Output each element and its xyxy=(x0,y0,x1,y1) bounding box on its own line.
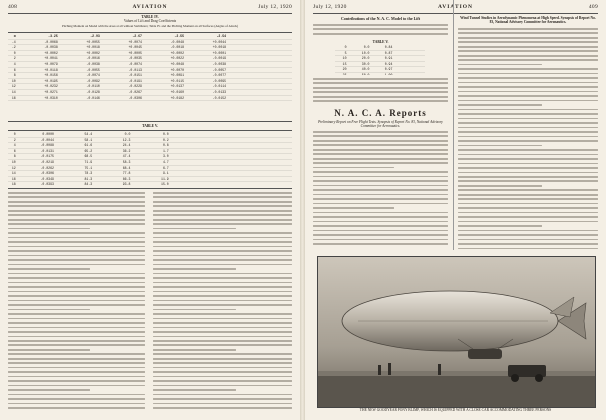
table-row: 6 -0.0131 65.2 36.2 1.7 xyxy=(8,149,292,155)
right-body-column-1b xyxy=(313,78,448,105)
body-text-line xyxy=(313,194,448,196)
body-text-line xyxy=(313,149,448,151)
body-text-line xyxy=(153,309,236,311)
body-text-line xyxy=(458,136,598,138)
table-row: 2 -0.0044 58.1 12.3 0.2 xyxy=(8,138,292,144)
body-text-line xyxy=(8,291,145,293)
table-row: 10 +0.0195 -0.0092 -0.0191 +0.0115 -0.0095 xyxy=(8,79,292,85)
body-text-line xyxy=(458,198,598,200)
right-body-column-2 xyxy=(458,28,598,252)
body-text-line xyxy=(313,135,448,137)
body-text-line xyxy=(458,248,598,250)
body-text-line xyxy=(153,398,292,400)
body-text-line xyxy=(8,313,145,315)
body-text-line xyxy=(458,140,598,142)
body-text-line xyxy=(153,344,292,346)
table-row: 2 +0.0041 -0.0016 -0.0035 +0.0022 -0.0019 xyxy=(8,56,292,62)
body-text-line xyxy=(8,255,145,257)
body-text-line xyxy=(153,201,292,203)
header-rule xyxy=(8,13,292,14)
table-row: 0 0.0000 54.4 0.0 0.0 xyxy=(8,132,292,138)
body-text-line xyxy=(313,221,448,223)
right-column-heading: Wind Tunnel Studies in Aerodynamic Phenomena at High Speed. Synopsis of Report No. 83, National Advisory Committee for Aeronautics. xyxy=(460,16,596,25)
body-text-line xyxy=(458,73,598,75)
body-text-line xyxy=(153,336,292,338)
body-text-line xyxy=(8,219,145,221)
table-row: 4 -0.0088 61.6 24.4 0.8 xyxy=(8,143,292,149)
body-text-line xyxy=(8,327,145,329)
body-text-line xyxy=(458,82,598,84)
body-text-line xyxy=(313,216,448,218)
body-text-line xyxy=(313,33,448,35)
body-text-line xyxy=(8,385,145,387)
body-text-line xyxy=(458,113,598,115)
body-text-line xyxy=(153,214,292,216)
table-row: 8 +0.0156 -0.0074 -0.0151 +0.0091 -0.0077 xyxy=(8,73,292,79)
right-page-header xyxy=(313,4,598,12)
article-heading: Contributions of the N. A. C. Model to the Lift xyxy=(340,16,421,21)
body-text-line xyxy=(153,376,292,378)
body-text-line xyxy=(313,96,448,98)
body-text-line xyxy=(458,118,598,120)
body-text-line xyxy=(153,331,292,333)
body-text-line xyxy=(458,64,542,66)
body-text-line xyxy=(8,318,145,320)
body-text-line xyxy=(153,300,292,302)
table-row: 18 -0.0393 84.3 93.8 15.0 xyxy=(8,182,292,186)
body-text-line xyxy=(458,221,598,223)
table-row: 16 +0.0310 -0.0146 -0.0306 +0.0182 -0.0152 xyxy=(8,96,292,102)
body-text-line xyxy=(153,295,292,297)
table-row: 14 +0.0271 -0.0128 -0.0267 +0.0160 -0.0133 xyxy=(8,90,292,96)
body-text-line xyxy=(458,77,598,79)
body-text-line xyxy=(8,300,145,302)
body-text-line xyxy=(8,237,145,239)
body-text-line xyxy=(313,87,448,89)
left-body-column-2 xyxy=(153,192,292,412)
body-text-line xyxy=(313,131,448,133)
body-text-line xyxy=(458,176,598,178)
page-number: 408 xyxy=(8,4,18,10)
body-text-line xyxy=(8,259,145,261)
body-text-line xyxy=(8,349,90,351)
table2-bottom-rule xyxy=(8,188,292,189)
body-text-line xyxy=(313,144,448,146)
body-text-line xyxy=(153,250,292,252)
body-text-line xyxy=(8,250,145,252)
body-text-line xyxy=(313,167,394,169)
body-text-line xyxy=(153,277,292,279)
body-text-line xyxy=(458,95,598,97)
body-text-line xyxy=(313,234,448,236)
body-text-line xyxy=(153,255,292,257)
body-text-line xyxy=(153,237,292,239)
body-text-line xyxy=(153,268,236,270)
body-text-line xyxy=(153,340,292,342)
body-text-line xyxy=(153,241,292,243)
body-text-line xyxy=(153,219,292,221)
body-text-line xyxy=(458,104,542,106)
table-bottom-rule xyxy=(8,121,292,122)
table-row: 25 50.0 1.00 xyxy=(335,73,425,75)
table-row: 16 -0.0349 81.3 86.3 11.9 xyxy=(8,177,292,183)
body-text-line xyxy=(313,225,448,227)
body-text-line xyxy=(153,228,236,230)
body-text-line xyxy=(8,367,145,369)
right-page xyxy=(305,0,606,420)
body-text-line xyxy=(153,304,292,306)
table2-heading: TABLE V. xyxy=(142,124,158,128)
body-text-line xyxy=(8,322,145,324)
body-text-line xyxy=(8,295,145,297)
body-text-line xyxy=(153,371,292,373)
body-text-line xyxy=(153,389,236,391)
body-text-line xyxy=(8,389,90,391)
table-row: 10 -0.0219 71.9 58.3 4.7 xyxy=(8,160,292,166)
body-text-line xyxy=(8,376,145,378)
table-heading: TABLE IV. xyxy=(141,15,159,19)
body-text-line xyxy=(313,230,448,232)
body-text-line xyxy=(313,140,448,142)
body-text-line xyxy=(153,407,292,409)
table-row: 14 -0.0306 78.3 77.8 9.1 xyxy=(8,171,292,177)
table-row: 12 +0.0232 -0.0110 -0.0229 +0.0137 -0.0114 xyxy=(8,84,292,90)
body-text-line xyxy=(313,28,448,30)
body-text-line xyxy=(153,291,292,293)
column-rule xyxy=(453,0,454,250)
body-text-line xyxy=(153,327,292,329)
body-text-line xyxy=(458,109,598,111)
body-text-line xyxy=(458,230,598,232)
body-text-line xyxy=(313,198,448,200)
body-text-line xyxy=(8,407,145,409)
body-text-line xyxy=(458,131,598,133)
body-text-line xyxy=(313,171,448,173)
body-text-line xyxy=(8,331,145,333)
page-number: 409 xyxy=(588,4,598,10)
body-text-line xyxy=(313,243,448,245)
body-text-line xyxy=(458,158,598,160)
left-page xyxy=(0,0,300,420)
body-text-line xyxy=(153,322,292,324)
body-text-line xyxy=(313,180,448,182)
body-text-line xyxy=(8,309,90,311)
body-text-line xyxy=(8,286,145,288)
table-row: 5 10.0 0.87 xyxy=(335,51,425,57)
body-text-line xyxy=(153,196,292,198)
body-text-line xyxy=(8,201,145,203)
body-text-line xyxy=(313,176,448,178)
body-text-line xyxy=(313,203,448,205)
body-text-line xyxy=(8,205,145,207)
body-text-line xyxy=(8,246,145,248)
body-text-line xyxy=(153,232,292,234)
body-text-line xyxy=(313,91,448,93)
body-text-line xyxy=(458,185,542,187)
body-text-line xyxy=(458,122,598,124)
body-text-line xyxy=(458,163,598,165)
body-text-line xyxy=(313,212,448,214)
body-text-line xyxy=(313,24,448,26)
body-text-line xyxy=(313,207,394,209)
body-text-line xyxy=(458,91,598,93)
body-text-line xyxy=(458,207,598,209)
table-row: -4 -0.0068 +0.0055 +0.0074 -0.0048 +0.0044 xyxy=(8,40,292,46)
body-text-line xyxy=(153,313,292,315)
body-text-line xyxy=(458,216,598,218)
body-text-line xyxy=(153,192,292,194)
body-text-line xyxy=(8,403,145,405)
mini-table-heading: TABLE V. xyxy=(372,40,389,44)
body-text-line xyxy=(458,239,598,241)
performance-table xyxy=(8,132,292,186)
body-text-line xyxy=(458,59,598,61)
table-subheading: Values of Lift and Drag Coefficients xyxy=(123,19,177,23)
body-text-line xyxy=(458,180,598,182)
table-row: 4 +0.0079 -0.0038 -0.0074 +0.0048 -0.0038 xyxy=(8,62,292,68)
body-text-line xyxy=(458,189,598,191)
body-text-line xyxy=(458,154,598,156)
body-text-line xyxy=(153,205,292,207)
body-text-line xyxy=(458,243,598,245)
body-text-line xyxy=(8,277,145,279)
body-text-line xyxy=(8,223,145,225)
body-text-line xyxy=(8,210,145,212)
body-text-line xyxy=(8,228,90,230)
body-text-line xyxy=(153,286,292,288)
right-body-column-1c xyxy=(313,131,448,248)
body-text-line xyxy=(153,210,292,212)
table-row: 10 20.0 0.91 xyxy=(335,56,425,62)
header-rule xyxy=(313,13,598,14)
body-text-line xyxy=(153,349,236,351)
body-text-line xyxy=(313,239,448,241)
body-text-line xyxy=(153,318,292,320)
table-caption: Pitching Moment on Model with the Axes at all without Stabilizers; Table IV. and the Pitching Moment on all Surfaces (Angles of Attack) xyxy=(61,24,239,28)
table-row: 12 -0.0262 75.1 68.4 6.7 xyxy=(8,166,292,172)
body-text-line xyxy=(8,340,145,342)
body-text-line xyxy=(8,241,145,243)
body-text-line xyxy=(458,172,598,174)
body-text-line xyxy=(8,192,145,194)
blimp-photograph xyxy=(317,256,596,408)
body-text-line xyxy=(8,398,145,400)
body-text-line xyxy=(458,167,598,169)
body-text-line xyxy=(458,37,598,39)
body-text-line xyxy=(8,282,145,284)
body-text-line xyxy=(8,268,90,270)
left-page-header xyxy=(8,4,292,12)
body-text-line xyxy=(458,41,598,43)
table-row: 8 -0.0175 68.5 47.4 3.0 xyxy=(8,154,292,160)
body-text-line xyxy=(8,358,145,360)
body-text-line xyxy=(8,336,145,338)
body-text-line xyxy=(458,145,542,147)
body-text-line xyxy=(153,273,292,275)
right-body-column-1a xyxy=(313,24,448,37)
body-text-line xyxy=(153,282,292,284)
body-text-line xyxy=(458,32,598,34)
body-text-line xyxy=(8,232,145,234)
body-text-line xyxy=(313,189,448,191)
body-text-line xyxy=(153,362,292,364)
lift-contribution-table xyxy=(335,45,425,75)
body-text-line xyxy=(8,353,145,355)
body-text-line xyxy=(458,212,598,214)
table-row: -2 -0.0038 +0.0018 +0.0045 -0.0018 +0.0018 xyxy=(8,45,292,51)
body-text-line xyxy=(313,100,448,102)
blimp-photo-image xyxy=(318,257,595,407)
body-text-line xyxy=(313,82,448,84)
table-row: 0 0.0 0.84 xyxy=(335,45,425,51)
body-text-line xyxy=(313,185,448,187)
body-text-line xyxy=(8,344,145,346)
body-text-line xyxy=(458,100,598,102)
issue-date: July 12, 1920 xyxy=(258,4,292,10)
body-text-line xyxy=(313,153,448,155)
table-row: 6 +0.0118 -0.0055 -0.0113 +0.0070 -0.0057 xyxy=(8,68,292,74)
body-text-line xyxy=(153,403,292,405)
body-text-line xyxy=(153,246,292,248)
body-text-line xyxy=(313,162,448,164)
section-title: N. A. C. A. Reports xyxy=(334,108,427,118)
table2-top-rule xyxy=(8,130,292,131)
body-text-line xyxy=(458,234,598,236)
body-text-line xyxy=(8,214,145,216)
body-text-line xyxy=(313,158,448,160)
body-text-line xyxy=(153,385,292,387)
body-text-line xyxy=(153,380,292,382)
table-header-row: α -3.25 -2.93 -2.67 -2.55 -2.54 xyxy=(8,34,292,40)
body-text-line xyxy=(153,394,292,396)
running-title: AVIATION xyxy=(438,4,473,10)
body-text-line xyxy=(8,394,145,396)
report-heading: Preliminary Report on Free Flight Tests. Synopsis of Report No. 83, National Advisory Committee for Aeronautics. xyxy=(318,120,443,129)
body-text-line xyxy=(8,371,145,373)
body-text-line xyxy=(8,380,145,382)
body-text-line xyxy=(8,264,145,266)
body-text-line xyxy=(153,223,292,225)
body-text-line xyxy=(458,50,598,52)
left-body-column-1 xyxy=(8,192,145,412)
table-top-rule xyxy=(8,32,292,33)
body-text-line xyxy=(458,127,598,129)
body-text-line xyxy=(153,367,292,369)
body-text-line xyxy=(458,86,598,88)
body-text-line xyxy=(8,273,145,275)
body-text-line xyxy=(458,68,598,70)
body-text-line xyxy=(458,55,598,57)
running-title: AVIATION xyxy=(132,4,168,10)
table-row: 0 +0.0002 +0.0002 +0.0005 +0.0002 +0.0001 xyxy=(8,51,292,57)
body-text-line xyxy=(313,78,448,80)
body-text-line xyxy=(458,203,598,205)
body-text-line xyxy=(8,196,145,198)
body-text-line xyxy=(153,358,292,360)
photo-caption: THE NEW GOODYEAR PONY BLIMP, WHICH IS EQUIPPED WITH A CLOSE CAR ACCOMMODATING THREE PERSONS xyxy=(359,408,552,412)
table-row: 20 40.0 0.97 xyxy=(335,67,425,73)
body-text-line xyxy=(153,353,292,355)
body-text-line xyxy=(8,362,145,364)
coefficients-table xyxy=(8,34,292,120)
body-text-line xyxy=(458,46,598,48)
body-text-line xyxy=(458,28,598,30)
body-text-line xyxy=(458,225,542,227)
body-text-line xyxy=(153,264,292,266)
body-text-line xyxy=(153,259,292,261)
body-text-line xyxy=(8,304,145,306)
body-text-line xyxy=(458,194,598,196)
issue-date: July 12, 1920 xyxy=(313,4,347,10)
body-text-line xyxy=(458,149,598,151)
table-row: 15 30.0 0.94 xyxy=(335,62,425,68)
